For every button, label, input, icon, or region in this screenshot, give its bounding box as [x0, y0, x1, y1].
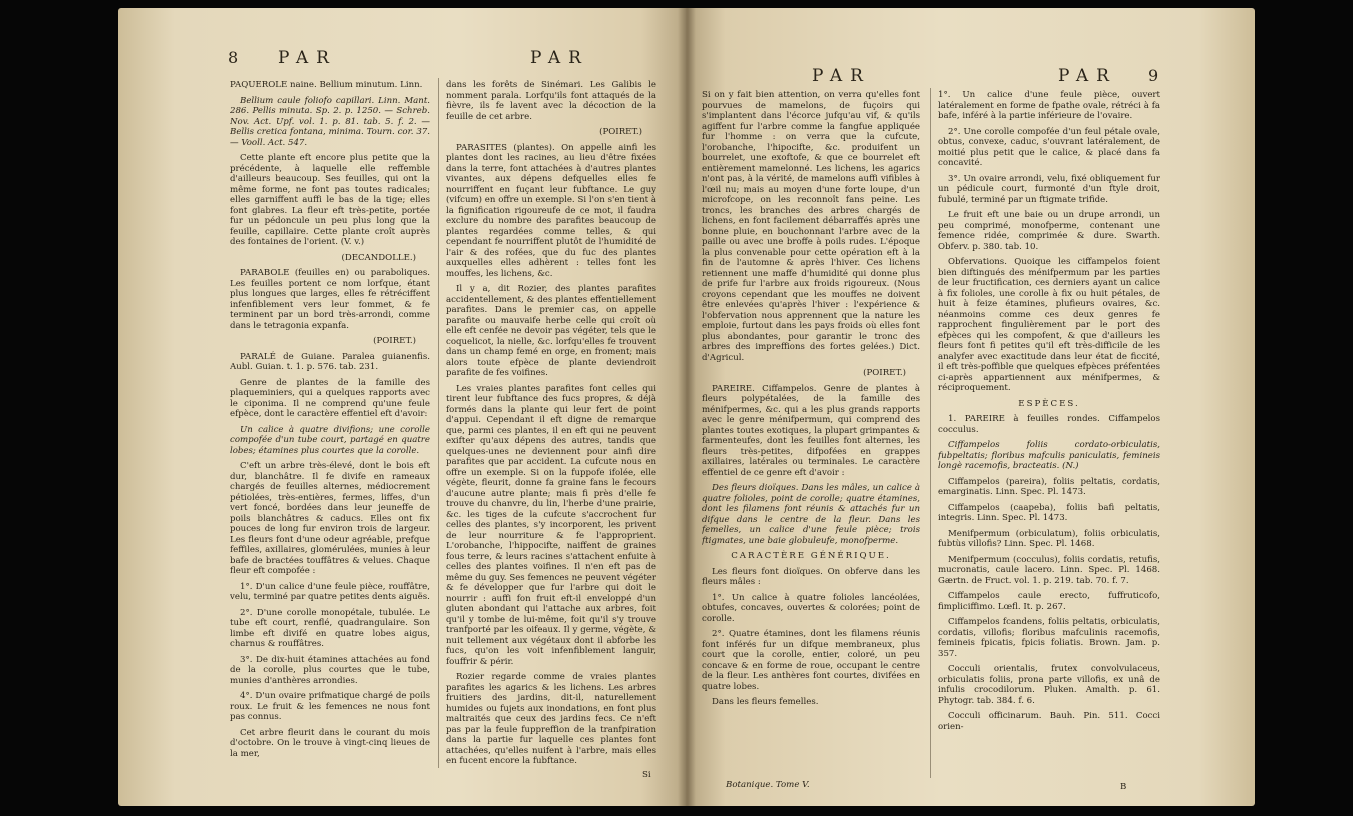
- paragraph: 1°. Un calice à quatre folioles lancéolées, obtufes, concaves, ouvertes & colorées; point de corolle.: [702, 592, 920, 624]
- paragraph: Cette plante eft encore plus petite que la précédente, à laquelle elle reffemble d'ailleurs beaucoup. Ses feuilles, qui ont la même forme, ne font pas toutes radicales; elles garniffent auffi le bas de la tige; elles font glabres. La fleur eft très-petite, portée fur un pédoncule un peu plus long que la feuille, capillaire. Cette plante croît auprès des fontaines de l'orient. (V. v.): [230, 153, 430, 247]
- author-signature: (DECANDOLLE.): [341, 252, 416, 263]
- paragraph: Ciffampelos (pareira), foliis peltatis, cordatis, emarginatis. Linn. Spec. Pl. 1473.: [938, 476, 1160, 497]
- paragraph: PAQUEROLE naine. Bellium minutum. Linn.: [230, 80, 423, 90]
- paragraph: Obfervations. Quoique les ciffampelos foient bien diftingués des ménifpermum par les parties de leur fructification, ces derniers ayant un calice à fix folioles, une corolle à fix ou huit pétales, de huit à feize étamines, plufieurs ovaires, &c. néanmoins comme ces deux genres fe rapprochent fingulièrement par le port des efpèces qui les compofent, & que d'ailleurs les fleurs font fi petites qu'il eft très-difficile de les analyfer avec exactitude dans leur état de ficcité, il eft très-poffible que quelques efpèces préfentées ci-après appartiennent aux ménifpermes, & réciproquement.: [938, 257, 1160, 393]
- paragraph: Ciffampelos fcandens, foliis peltatis, orbiculatis, cordatis, villofis; floribus mafculinis racemofis, femineis fpicatis, fpicis foliatis. Brown. Jam. p. 357.: [938, 617, 1160, 659]
- paragraph: Les fleurs font dioïques. On obferve dans les fleurs mâles :: [702, 566, 920, 587]
- paragraph: Ciffampelos caule erecto, fuffruticofo, fimpliciffimo. Lœfl. It. p. 267.: [938, 591, 1160, 612]
- paragraph: Il y a, dit Rozier, des plantes parafites accidentellement, & des plantes effentiellement parafites. Dans le premier cas, on appelle parafite ou mauvaife herbe celle qui croît où elle eft cenfée ne devoir pas végéter, tels que le coquelicot, la nielle, &c. lorfqu'elles fe trouvent dans un champ femé en orge, en froment; mais alors toute efpèce de plante deviendroit parafite de fes voifines.: [446, 284, 656, 378]
- section-heading: ESPÈCES.: [1018, 398, 1080, 409]
- paragraph: Le fruit eft une baie ou un drupe arrondi, un peu comprimé, monofperme, contenant une femence ridée, comprimée & dure. Swarth. Obferv. p. 380. tab. 10.: [938, 210, 1160, 252]
- left-page-column-1: [230, 80, 430, 770]
- paragraph: Ciffampelos (caapeba), foliis bafi peltatis, integris. Linn. Spec. Pl. 1473.: [938, 502, 1160, 523]
- left-page-header: [118, 48, 686, 74]
- column-rule: [930, 88, 931, 778]
- right-page: [686, 8, 1255, 806]
- paragraph: Menifpermum (cocculus), foliis cordatis, retufis, mucronatis, caule lacero. Linn. Spec. Pl. 1468. Gærtn. de Fruct. vol. 1. p. 219. tab. 70. f. 7.: [938, 554, 1160, 586]
- paragraph: 3°. Un ovaire arrondi, velu, fixé obliquement fur un pédicule court, furmonté d'un ftyle droit, fubulé, terminé par un ftigmate trifide.: [938, 173, 1160, 205]
- paragraph: Ciffampelos foliis cordato-orbiculatis, fubpeltatis; floribus mafculis paniculatis, femineis longè racemofis, bracteatis. (N.): [938, 440, 1160, 471]
- section-heading: CARACTÈRE GÉNÉRIQUE.: [731, 551, 891, 561]
- paragraph: Cocculi officinarum. Bauh. Pin. 511. Cocci orien-: [938, 711, 1160, 732]
- paragraph: C'eft un arbre très-élevé, dont le bois eft dur, blanchâtre. Il fe divife en rameaux chargés de feuilles alternes, médiocrement pétiolées, très-entières, fermes, liffes, d'un vert foncé, bordées dans leur jeuneffe de poils blanchâtres & caducs. Elles ont fix pouces de long fur environ trois de largeur. Les fleurs font d'une odeur agréable, prefque feffiles, axillaires, glomérulées, munies à leur bafe de bractées touffâtres & velues. Chaque fleur eft compofée :: [230, 461, 430, 576]
- signature-mark: B: [1120, 782, 1127, 792]
- left-page-column-2: [446, 80, 656, 770]
- paragraph: 2°. Quatre étamines, dont les filamens réunis font inférés fur un difque membraneux, plus court que la corolle, entier, coloré, un peu concave & en forme de roue, occupant le centre de la fleur. Les anthères font courtes, divifées en quatre lobes.: [702, 629, 920, 692]
- paragraph: PARABOLE (feuilles en) ou paraboliques. Les feuilles portent ce nom lorfque, étant plus longues que larges, elles fe rétréciffent infenfiblement vers leur fommet, & fe terminent par un bord très-arrondi, comme dans le tetragonia expanfa.: [230, 268, 430, 331]
- running-head-right: PAR: [530, 48, 589, 68]
- running-head-left: PAR: [278, 48, 337, 68]
- paragraph: Menifpermum (orbiculatum), foliis orbiculatis, fubtùs villofis? Linn. Spec. Pl. 1468.: [938, 528, 1160, 549]
- paragraph: PAREIRE. Ciffampelos. Genre de plantes à fleurs polypétalées, de la famille des ménifpermes, &c. qui a les plus grands rapports avec le genre ménifpermum, qui comprend des plantes toutes exotiques, la plupart grimpantes & farmenteufes, dont les feuilles font alternes, les fleurs très-petites, difpofées en grappes axillaires, latérales ou terminales. Le caractère effentiel de ce genre eft d'avoir :: [702, 383, 920, 478]
- column-rule: [438, 78, 439, 768]
- paragraph: 2°. Une corolle compofée d'un feul pétale ovale, obtus, convexe, caduc, s'ouvrant latéralement, de moitié plus petit que le calice, & placé dans fa concavité.: [938, 126, 1160, 168]
- paragraph: Si on y fait bien attention, on verra qu'elles font pourvues de mamelons, de fuçoirs qui s'implantent dans l'écorce jufqu'au vif, & qu'ils agiffent fur l'arbre comme la fangfue appliquée fur l'homme : on verra que la cufcute, l'orobanche, l'hipocifte, &c. produifent un bourrelet, une exoftofe, & que ce bourrelet eft entièrement mamelonné. Les lichens, les agarics n'ont pas, à la vérité, de mamelons auffi vifibles à l'œil nu; mais au moyen d'une forte loupe, d'un microfcope, on les reconnoît fans peine. Les troncs, les branches des arbres chargés de lichens, en font facilement débarraffés après une bonne pluie, en bouchonnant l'arbre avec de la paille ou avec une broffe à poils rudes. L'époque la plus convenable pour cette opération eft à la fin de l'automne & après l'hiver. Ces lichens retiennent une maffe d'humidité qui donne plus de prife fur l'arbre aux froids rigoureux. (Nous croyons cependant que les mouffes ne doivent être enlevées qu'après l'hiver : l'expérience & l'obfervation nous apprennent que la nature les emploie, furtout dans les pays froids où elles font plus abondantes, pour garantir le tronc des arbres des impreffions des fortes gelées.) Dict. d'Agricul.: [702, 90, 920, 363]
- paragraph: PARALÉ de Guiane. Paralea guianenfis. Aubl. Guian. t. 1. p. 576. tab. 231.: [230, 351, 430, 372]
- paragraph: dans les forêts de Sinémari. Les Galibis le nomment parala. Lorfqu'ils font attaqués de la fièvre, ils fe lavent avec la décoction de la feuille de cet arbre.: [446, 80, 656, 122]
- author-signature: (POIRET.): [863, 368, 906, 378]
- right-page-column-1: [702, 90, 920, 768]
- paragraph: Rozier regarde comme de vraies plantes parafites les agarics & les lichens. Les arbres fruitiers des jardins, dit-il, naturellement humides ou fujets aux inondations, en font plus maltraités que ceux des jardins fecs. Ce n'eft pas par la feule fuppreffion de la tranfpiration dans la partie fur laquelle ces plantes font attachées, qu'elles nuifent à l'arbre, mais elles en fucent encore la fubftance.: [446, 672, 656, 766]
- paragraph: PARASITES (plantes). On appelle ainfi les plantes dont les racines, au lieu d'être fixées dans la terre, font attachées à d'autres plantes vivantes, aux dépens defquelles elles fe nourriffent en fuçant leur fubftance. Le guy (vifcum) en offre un exemple. Si l'on s'en tient à la fignification rigoureufe de ce mot, il faudra exclure du nombre des parafites beaucoup de plantes regardées comme telles, & qui cependant fe nourriffent plutôt de l'humidité de l'air & des rofées, que du fuc des plantes auxquelles elles adhèrent : telles font les mouffes, les lichens, &c.: [446, 142, 656, 279]
- left-page: [118, 8, 686, 806]
- paragraph: Genre de plantes de la famille des plaqueminiers, qui a quelques rapports avec le ciponima. Il ne comprend qu'une feule efpèce, dont le caractère effentiel eft d'avoir:: [230, 377, 430, 419]
- page-number: 8: [228, 48, 239, 67]
- paragraph: 2°. D'une corolle monopétale, tubulée. Le tube eft court, renflé, quadrangulaire. Son limbe eft divifé en quatre lobes aigus, charnus & rouffâtres.: [230, 607, 430, 649]
- paragraph: Bellium caule foliofo capillari. Linn. Mant. 286. Pellis minuta. Sp. 2. p. 1250. — Schreb. Nov. Act. Upf. vol. 1. p. 81. tab. 5. f. 2. — Bellis cretica fontana, minima. Tourn. cor. 37. — Vooll. Act. 547.: [230, 95, 430, 148]
- paragraph: 1°. D'un calice d'une feule pièce, rouffâtre, velu, terminé par quatre petites dents aiguës.: [230, 581, 430, 602]
- running-head-left: PAR: [812, 66, 871, 86]
- paragraph: 1. PAREIRE à feuilles rondes. Ciffampelos cocculus.: [938, 414, 1160, 435]
- running-head-right: PAR: [1058, 66, 1117, 86]
- paragraph: 1°. Un calice d'une feule pièce, ouvert latéralement en forme de fpathe ovale, rétréci à fa bafe, inféré à la partie inférieure de l'ovaire.: [938, 90, 1160, 121]
- paragraph: 3°. De dix-huit étamines attachées au fond de la corolle, plus courtes que le tube, munies d'anthères arrondies.: [230, 654, 430, 686]
- paragraph: Cet arbre fleurit dans le courant du mois d'octobre. On le trouve à vingt-cinq lieues de la mer,: [230, 727, 430, 759]
- author-signature: (POIRET.): [373, 336, 416, 346]
- catchword: Si: [642, 770, 651, 780]
- paragraph: Les vraies plantes parafites font celles qui tirent leur fubftance des fucs propres, & déjà formés dans la plante qui leur fert de point d'appui. Cependant il eft digne de remarque que, parmi ces plantes, il en eft qui ne peuvent exifter qu'aux dépens des autres, tandis que quelques-unes ne deviennent pour ainfi dire parafites que par accident. La cufcute nous en offre un exemple. Si on la fuppofe ifolée, elle végète, fleurit, donne fa graine fans le fecours d'aucune autre plante; mais fi près d'elle fe trouve du chanvre, du lin, l'herbe d'une prairie, &c. les tiges de la cufcute s'accrochent fur celles des plantes, s'y incorporent, les privent de leur nourriture & fe l'approprient. L'orobanche, l'hippocifte, naiffent de graines fous terre, & leurs racines s'attachent enfuite à celles des plantes voifines. Il n'en eft pas de même du guy. Ses femences ne peuvent végéter & fe développer que fur l'arbre qui doit le nourrir : auffi fon fruit eft-il enveloppé d'un gluten abondant qui l'attache aux arbres, foit qu'il y tombe de lui-même, foit qu'il s'y trouve tranfporté par les oifeaux. Il y germe, végète, & nuit tellement aux végétaux dont il abforbe les fucs, qu'on les voit infenfiblement languir, fouffrir & périr.: [446, 383, 656, 667]
- paragraph: Des fleurs dioïques. Dans les mâles, un calice à quatre folioles, point de corolle; quatre étamines, dont les filamens font réunis & attachés fur un difque dans le centre de la fleur. Dans les femelles, un calice d'une feule pièce; trois ftigmates, une baie globuleufe, monofperme.: [702, 483, 920, 546]
- paragraph: Un calice à quatre divifions; une corolle compofée d'un tube court, partagé en quatre lobes; étamines plus courtes que la corolle.: [230, 424, 430, 456]
- page-footer: Botanique. Tome V.: [726, 780, 810, 790]
- paragraph: 4°. D'un ovaire prifmatique chargé de poils roux. Le fruit & les femences ne nous font pas connus.: [230, 691, 430, 722]
- page-number: 9: [1148, 66, 1159, 85]
- author-signature: (POIRET.): [599, 127, 642, 137]
- right-page-column-2: [938, 90, 1160, 772]
- book-spread: [118, 8, 1255, 806]
- paragraph: Cocculi orientalis, frutex convolvulaceus, orbiculatis foliis, prona parte villofis, ex unâ de infulis crocodilorum. Pluken. Amalth. p. 61. Phytogr. tab. 384. f. 6.: [938, 664, 1160, 706]
- paragraph: Dans les fleurs femelles.: [712, 697, 819, 707]
- right-page-header: [686, 66, 1255, 92]
